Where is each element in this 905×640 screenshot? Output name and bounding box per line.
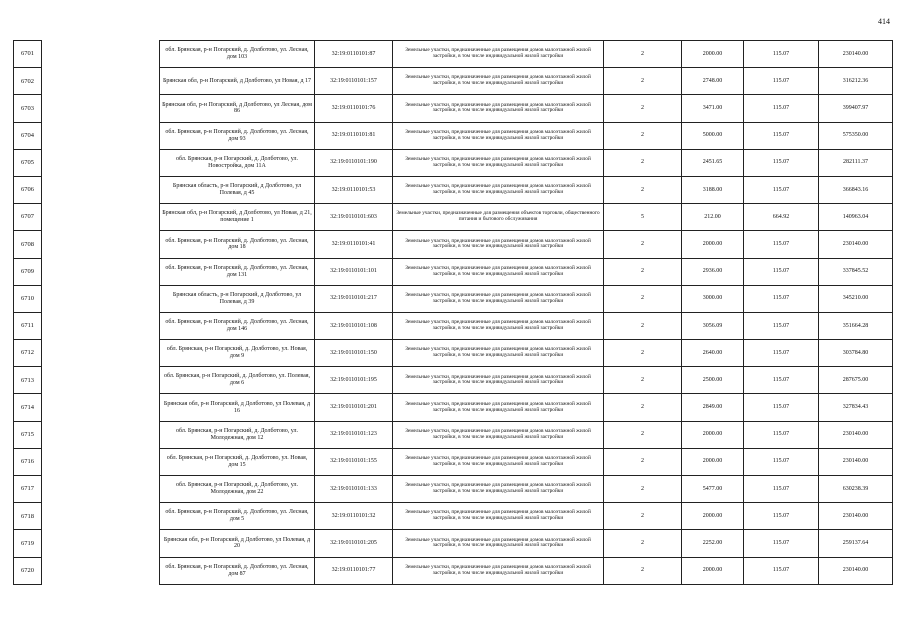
cadastral-number-cell: 32:19:0110101:150	[315, 340, 393, 367]
page-number: 414	[878, 17, 890, 26]
cadastral-number-cell: 32:19:0110101:53	[315, 176, 393, 203]
area-cell: 2451.65	[682, 149, 744, 176]
row-number: 6710	[14, 285, 42, 312]
rate-cell: 115.07	[744, 557, 819, 584]
cadastral-value-cell: 575350.00	[819, 122, 893, 149]
cadastral-number-cell: 32:19:0110101:195	[315, 367, 393, 394]
spacer-cell	[42, 476, 160, 503]
rate-cell: 115.07	[744, 503, 819, 530]
cadastral-value-cell: 230140.00	[819, 421, 893, 448]
address-cell: обл. Брянская, р-н Погарский, д. Долботово, ул. Молодежная, дом 12	[160, 421, 315, 448]
address-cell: Брянская область, р-н Погарский, д Долботово, ул Полевая, д 45	[160, 176, 315, 203]
area-cell: 2252.00	[682, 530, 744, 557]
table-row	[14, 340, 893, 367]
land-use-cell: Земельные участки, предназначенные для размещения домов малоэтажной жилой застройки, в том числе индивидуальной жилой застройки	[393, 530, 604, 557]
area-cell: 2000.00	[682, 448, 744, 475]
cadastral-value-cell: 345210.00	[819, 285, 893, 312]
spacer-cell	[42, 41, 160, 68]
spacer-cell	[42, 312, 160, 339]
land-use-cell: Земельные участки, предназначенные для размещения домов малоэтажной жилой застройки, в том числе индивидуальной жилой застройки	[393, 312, 604, 339]
land-use-cell: Земельные участки, предназначенные для размещения домов малоэтажной жилой застройки, в том числе индивидуальной жилой застройки	[393, 448, 604, 475]
area-cell: 3188.00	[682, 176, 744, 203]
cadastral-value-cell: 287675.00	[819, 367, 893, 394]
cadastral-number-cell: 32:19:0110101:201	[315, 394, 393, 421]
group-cell: 2	[604, 503, 682, 530]
table-row	[14, 122, 893, 149]
spacer-cell	[42, 231, 160, 258]
area-cell: 3056.09	[682, 312, 744, 339]
rate-cell: 115.07	[744, 68, 819, 95]
rate-cell: 115.07	[744, 367, 819, 394]
table-row	[14, 448, 893, 475]
cadastral-number-cell: 32:19:0110101:81	[315, 122, 393, 149]
cadastral-value-cell: 630238.39	[819, 476, 893, 503]
table-row	[14, 557, 893, 584]
table-row	[14, 394, 893, 421]
row-number: 6717	[14, 476, 42, 503]
row-number: 6718	[14, 503, 42, 530]
area-cell: 2640.00	[682, 340, 744, 367]
rate-cell: 115.07	[744, 340, 819, 367]
spacer-cell	[42, 258, 160, 285]
group-cell: 5	[604, 204, 682, 231]
land-use-cell: Земельные участки, предназначенные для размещения домов малоэтажной жилой застройки, в том числе индивидуальной жилой застройки	[393, 394, 604, 421]
group-cell: 2	[604, 68, 682, 95]
cadastral-value-cell: 230140.00	[819, 41, 893, 68]
spacer-cell	[42, 394, 160, 421]
address-cell: обл. Брянская, р-н Погарский, д. Долботово, ул. Новая, дом 15	[160, 448, 315, 475]
land-use-cell: Земельные участки, предназначенные для размещения домов малоэтажной жилой застройки, в том числе индивидуальной жилой застройки	[393, 176, 604, 203]
land-use-cell: Земельные участки, предназначенные для размещения домов малоэтажной жилой застройки, в том числе индивидуальной жилой застройки	[393, 41, 604, 68]
address-cell: Брянская обл, р-н Погарский, д Долботово, ул Полевая, д 20	[160, 530, 315, 557]
table-row	[14, 204, 893, 231]
land-use-cell: Земельные участки, предназначенные для размещения домов малоэтажной жилой застройки, в том числе индивидуальной жилой застройки	[393, 95, 604, 122]
area-cell: 2000.00	[682, 231, 744, 258]
group-cell: 2	[604, 122, 682, 149]
address-cell: обл. Брянская, р-н Погарский, д. Долботово, ул. Полевая, дом 6	[160, 367, 315, 394]
cadastral-number-cell: 32:19:0110101:32	[315, 503, 393, 530]
spacer-cell	[42, 285, 160, 312]
area-cell: 2748.00	[682, 68, 744, 95]
address-cell: обл. Брянская, р-н Погарский, д. Долботово, ул. Молодежная, дом 22	[160, 476, 315, 503]
group-cell: 2	[604, 285, 682, 312]
rate-cell: 115.07	[744, 176, 819, 203]
group-cell: 2	[604, 340, 682, 367]
area-cell: 5000.00	[682, 122, 744, 149]
spacer-cell	[42, 557, 160, 584]
address-cell: Брянская обл, р-н Погарский, д Долботово, ул Лесная, дом 86	[160, 95, 315, 122]
rate-cell: 115.07	[744, 312, 819, 339]
row-number: 6715	[14, 421, 42, 448]
group-cell: 2	[604, 557, 682, 584]
spacer-cell	[42, 122, 160, 149]
land-use-cell: Земельные участки, предназначенные для размещения домов малоэтажной жилой застройки, в том числе индивидуальной жилой застройки	[393, 557, 604, 584]
cadastral-value-cell: 399407.97	[819, 95, 893, 122]
cadastral-value-cell: 337845.52	[819, 258, 893, 285]
group-cell: 2	[604, 476, 682, 503]
cadastral-number-cell: 32:19:0110101:217	[315, 285, 393, 312]
cadastral-value-cell: 351664.28	[819, 312, 893, 339]
address-cell: обл. Брянская, р-н Погарский, д. Долботово, ул. Новая, дом 9	[160, 340, 315, 367]
spacer-cell	[42, 530, 160, 557]
cadastral-number-cell: 32:19:0110101:101	[315, 258, 393, 285]
cadastral-value-cell: 230140.00	[819, 231, 893, 258]
row-number: 6703	[14, 95, 42, 122]
rate-cell: 664.92	[744, 204, 819, 231]
address-cell: Брянская обл, р-н Погарский, д Долботово, ул Новая, д 21, помещение 1	[160, 204, 315, 231]
cadastral-value-cell: 282111.37	[819, 149, 893, 176]
address-cell: обл. Брянская, р-н Погарский, д. Долботово, ул. Лесная, дом 93	[160, 122, 315, 149]
address-cell: обл. Брянская, р-н Погарский, д. Долботово, ул. Лесная, дом 87	[160, 557, 315, 584]
spacer-cell	[42, 95, 160, 122]
row-number: 6719	[14, 530, 42, 557]
land-use-cell: Земельные участки, предназначенные для размещения домов малоэтажной жилой застройки, в том числе индивидуальной жилой застройки	[393, 258, 604, 285]
cadastral-number-cell: 32:19:0110101:155	[315, 448, 393, 475]
row-number: 6713	[14, 367, 42, 394]
land-use-cell: Земельные участки, предназначенные для размещения домов малоэтажной жилой застройки, в том числе индивидуальной жилой застройки	[393, 367, 604, 394]
address-cell: Брянская область, р-н Погарский, д Долботово, ул Полевая, д 39	[160, 285, 315, 312]
address-cell: обл. Брянская, р-н Погарский, д. Долботово, ул. Лесная, дом 103	[160, 41, 315, 68]
area-cell: 2000.00	[682, 421, 744, 448]
table-row	[14, 285, 893, 312]
group-cell: 2	[604, 149, 682, 176]
table-body	[14, 41, 893, 585]
cadastral-value-cell: 259137.64	[819, 530, 893, 557]
group-cell: 2	[604, 448, 682, 475]
rate-cell: 115.07	[744, 476, 819, 503]
land-use-cell: Земельные участки, предназначенные для размещения домов малоэтажной жилой застройки, в том числе индивидуальной жилой застройки	[393, 231, 604, 258]
area-cell: 2000.00	[682, 41, 744, 68]
cadastral-value-cell: 316212.36	[819, 68, 893, 95]
land-use-cell: Земельные участки, предназначенные для размещения домов малоэтажной жилой застройки, в том числе индивидуальной жилой застройки	[393, 476, 604, 503]
area-cell: 2500.00	[682, 367, 744, 394]
spacer-cell	[42, 421, 160, 448]
group-cell: 2	[604, 367, 682, 394]
cadastral-number-cell: 32:19:0110101:87	[315, 41, 393, 68]
cadastral-number-cell: 32:19:0110101:603	[315, 204, 393, 231]
spacer-cell	[42, 448, 160, 475]
area-cell: 3471.00	[682, 95, 744, 122]
group-cell: 2	[604, 231, 682, 258]
rate-cell: 115.07	[744, 95, 819, 122]
address-cell: Брянская обл, р-н Погарский, д Долботово, ул Новая, д 17	[160, 68, 315, 95]
group-cell: 2	[604, 176, 682, 203]
row-number: 6707	[14, 204, 42, 231]
area-cell: 212.00	[682, 204, 744, 231]
table-row	[14, 149, 893, 176]
row-number: 6709	[14, 258, 42, 285]
rate-cell: 115.07	[744, 258, 819, 285]
group-cell: 2	[604, 95, 682, 122]
land-register-table	[13, 40, 893, 585]
row-number: 6708	[14, 231, 42, 258]
cadastral-number-cell: 32:19:0110101:77	[315, 557, 393, 584]
land-use-cell: Земельные участки, предназначенные для размещения домов малоэтажной жилой застройки, в том числе индивидуальной жилой застройки	[393, 122, 604, 149]
table-row	[14, 41, 893, 68]
spacer-cell	[42, 149, 160, 176]
area-cell: 2849.00	[682, 394, 744, 421]
address-cell: обл. Брянская, р-н Погарский, д. Долботово, ул. Лесная, дом 5	[160, 503, 315, 530]
table-row	[14, 421, 893, 448]
spacer-cell	[42, 340, 160, 367]
area-cell: 3000.00	[682, 285, 744, 312]
cadastral-value-cell: 140963.04	[819, 204, 893, 231]
cadastral-number-cell: 32:19:0110101:205	[315, 530, 393, 557]
spacer-cell	[42, 503, 160, 530]
spacer-cell	[42, 68, 160, 95]
cadastral-value-cell: 327834.43	[819, 394, 893, 421]
rate-cell: 115.07	[744, 448, 819, 475]
address-cell: обл. Брянская, р-н Погарский, д. Долботово, ул. Новостройка, дом 11А	[160, 149, 315, 176]
table-row	[14, 476, 893, 503]
table-row	[14, 231, 893, 258]
table-row	[14, 95, 893, 122]
row-number: 6711	[14, 312, 42, 339]
rate-cell: 115.07	[744, 530, 819, 557]
spacer-cell	[42, 204, 160, 231]
row-number: 6702	[14, 68, 42, 95]
row-number: 6701	[14, 41, 42, 68]
group-cell: 2	[604, 530, 682, 557]
group-cell: 2	[604, 394, 682, 421]
rate-cell: 115.07	[744, 421, 819, 448]
group-cell: 2	[604, 41, 682, 68]
cadastral-number-cell: 32:19:0110101:133	[315, 476, 393, 503]
row-number: 6704	[14, 122, 42, 149]
spacer-cell	[42, 367, 160, 394]
address-cell: Брянская обл, р-н Погарский, д Долботово, ул Полевая, д 16	[160, 394, 315, 421]
cadastral-number-cell: 32:19:0110101:41	[315, 231, 393, 258]
cadastral-value-cell: 366843.16	[819, 176, 893, 203]
table-row	[14, 503, 893, 530]
cadastral-value-cell: 303784.80	[819, 340, 893, 367]
cadastral-number-cell: 32:19:0110101:157	[315, 68, 393, 95]
row-number: 6706	[14, 176, 42, 203]
group-cell: 2	[604, 312, 682, 339]
area-cell: 2000.00	[682, 503, 744, 530]
cadastral-value-cell: 230140.00	[819, 557, 893, 584]
cadastral-number-cell: 32:19:0110101:76	[315, 95, 393, 122]
land-use-cell: Земельные участки, предназначенные для размещения домов малоэтажной жилой застройки, в том числе индивидуальной жилой застройки	[393, 421, 604, 448]
address-cell: обл. Брянская, р-н Погарский, д. Долботово, ул. Лесная, дом 18	[160, 231, 315, 258]
land-use-cell: Земельные участки, предназначенные для размещения домов малоэтажной жилой застройки, в том числе индивидуальной жилой застройки	[393, 285, 604, 312]
rate-cell: 115.07	[744, 394, 819, 421]
rate-cell: 115.07	[744, 231, 819, 258]
spacer-cell	[42, 176, 160, 203]
row-number: 6720	[14, 557, 42, 584]
group-cell: 2	[604, 258, 682, 285]
group-cell: 2	[604, 421, 682, 448]
row-number: 6705	[14, 149, 42, 176]
table-row	[14, 312, 893, 339]
land-use-cell: Земельные участки, предназначенные для размещения объектов торговли, общественного питания и бытового обслуживания	[393, 204, 604, 231]
table-row	[14, 367, 893, 394]
rate-cell: 115.07	[744, 41, 819, 68]
land-use-cell: Земельные участки, предназначенные для размещения домов малоэтажной жилой застройки, в том числе индивидуальной жилой застройки	[393, 503, 604, 530]
rate-cell: 115.07	[744, 285, 819, 312]
address-cell: обл. Брянская, р-н Погарский, д. Долботово, ул. Лесная, дом 131	[160, 258, 315, 285]
land-use-cell: Земельные участки, предназначенные для размещения домов малоэтажной жилой застройки, в том числе индивидуальной жилой застройки	[393, 149, 604, 176]
table-row	[14, 176, 893, 203]
cadastral-number-cell: 32:19:0110101:190	[315, 149, 393, 176]
area-cell: 2936.00	[682, 258, 744, 285]
address-cell: обл. Брянская, р-н Погарский, д. Долботово, ул. Лесная, дом 146	[160, 312, 315, 339]
row-number: 6714	[14, 394, 42, 421]
rate-cell: 115.07	[744, 122, 819, 149]
land-use-cell: Земельные участки, предназначенные для размещения домов малоэтажной жилой застройки, в том числе индивидуальной жилой застройки	[393, 68, 604, 95]
row-number: 6716	[14, 448, 42, 475]
cadastral-number-cell: 32:19:0110101:108	[315, 312, 393, 339]
area-cell: 2000.00	[682, 557, 744, 584]
area-cell: 5477.00	[682, 476, 744, 503]
table-row	[14, 530, 893, 557]
table-row	[14, 258, 893, 285]
cadastral-value-cell: 230140.00	[819, 503, 893, 530]
land-use-cell: Земельные участки, предназначенные для размещения домов малоэтажной жилой застройки, в том числе индивидуальной жилой застройки	[393, 340, 604, 367]
cadastral-value-cell: 230140.00	[819, 448, 893, 475]
rate-cell: 115.07	[744, 149, 819, 176]
cadastral-number-cell: 32:19:0110101:123	[315, 421, 393, 448]
row-number: 6712	[14, 340, 42, 367]
table-row	[14, 68, 893, 95]
